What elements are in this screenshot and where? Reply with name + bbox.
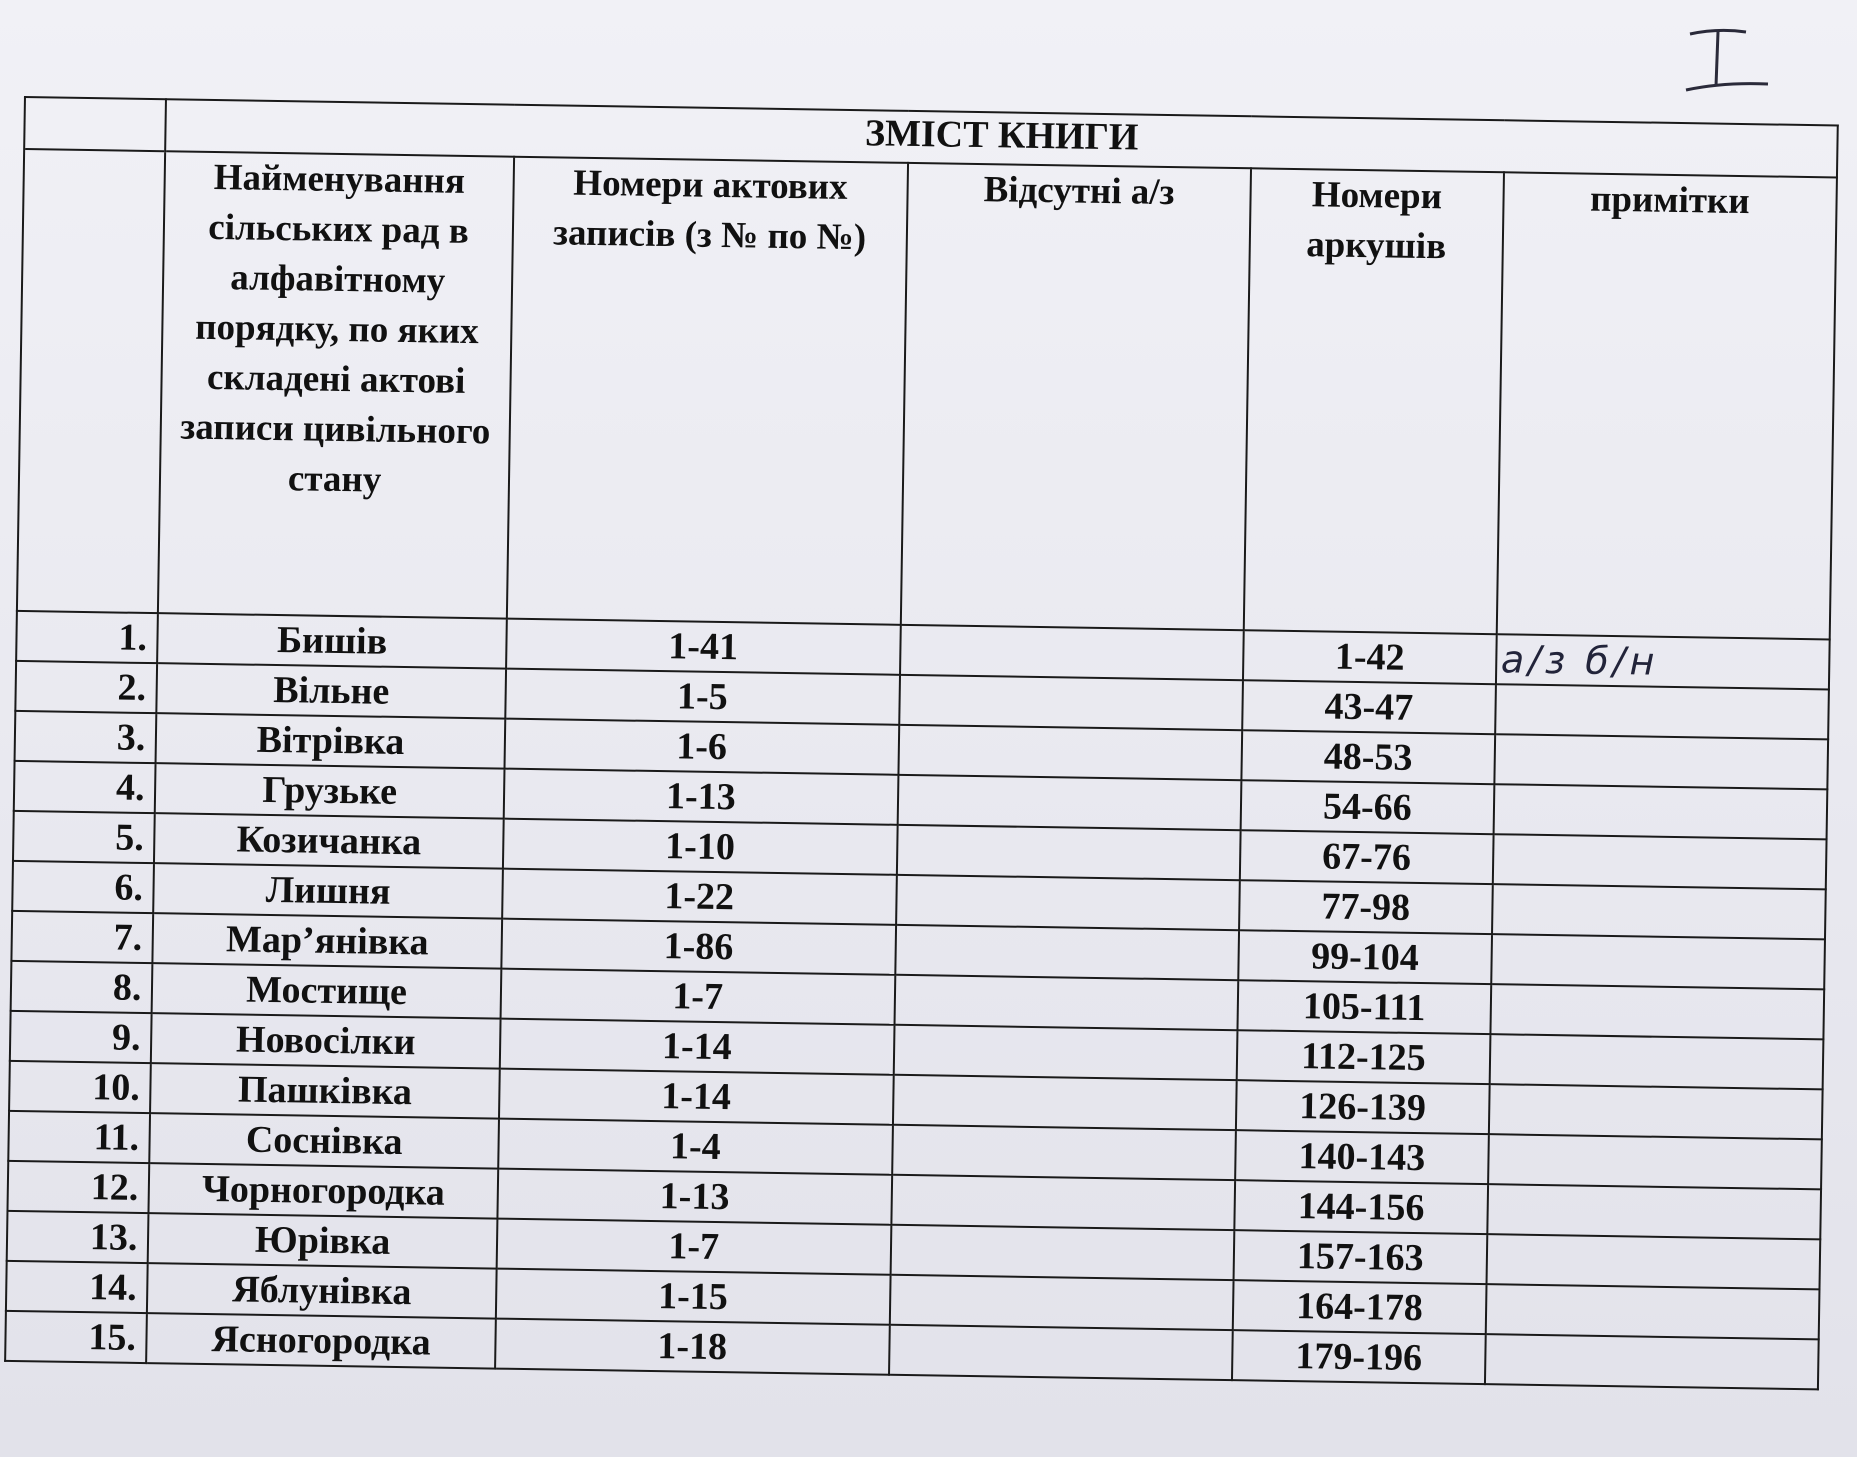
- corner-cell: [24, 97, 166, 151]
- row-number: 15.: [5, 1311, 147, 1363]
- sheet-range: 48-53: [1242, 730, 1495, 784]
- row-note: [1488, 1134, 1822, 1189]
- row-number: 2.: [15, 661, 157, 713]
- village-name: Яблунівка: [147, 1263, 496, 1318]
- missing-records: [890, 1275, 1234, 1330]
- village-name: Чорногородка: [149, 1163, 498, 1218]
- missing-records: [893, 1075, 1237, 1130]
- record-range: 1-41: [506, 619, 901, 675]
- sheet-range: 164-178: [1233, 1280, 1486, 1334]
- row-note: [1491, 934, 1825, 989]
- row-note: [1488, 1084, 1822, 1139]
- record-range: 1-18: [495, 1319, 890, 1375]
- roman-numeral-one-icon: [1668, 20, 1778, 100]
- village-name: Мостище: [152, 963, 501, 1018]
- sheet-range: 179-196: [1232, 1330, 1485, 1384]
- sheet-range: 67-76: [1240, 830, 1493, 884]
- row-note: [1494, 734, 1828, 789]
- row-number: 5.: [13, 811, 155, 863]
- row-number: 9.: [10, 1011, 152, 1063]
- record-range: 1-86: [501, 919, 896, 975]
- village-name: Козичанка: [154, 813, 503, 868]
- sheet-range: 54-66: [1241, 780, 1494, 834]
- record-range: 1-5: [505, 669, 900, 725]
- missing-records: [899, 675, 1243, 730]
- sheet-range: 140-143: [1235, 1130, 1488, 1184]
- row-note: [1495, 684, 1829, 739]
- row-note: [1490, 984, 1824, 1039]
- sheet-range: 105-111: [1238, 980, 1491, 1034]
- row-number: 10.: [9, 1061, 151, 1113]
- village-name: Бишів: [157, 613, 506, 668]
- header-sheets: Номери аркушів: [1244, 168, 1504, 634]
- row-note: а/з б/н: [1496, 634, 1830, 689]
- missing-records: [892, 1125, 1236, 1180]
- row-number: 6.: [12, 861, 154, 913]
- missing-records: [890, 1225, 1234, 1280]
- sheet-range: 1-42: [1243, 630, 1496, 684]
- missing-records: [897, 825, 1241, 880]
- village-name: Грузьке: [155, 763, 504, 818]
- sheet-range: 112-125: [1237, 1030, 1490, 1084]
- row-number: 13.: [7, 1211, 149, 1263]
- row-number: 11.: [8, 1111, 150, 1163]
- row-note: [1492, 834, 1826, 889]
- missing-records: [900, 625, 1244, 680]
- village-name: Вільне: [157, 663, 506, 718]
- sheet-range: 77-98: [1239, 880, 1492, 934]
- village-name: Мар’янівка: [153, 913, 502, 968]
- row-note: [1492, 884, 1826, 939]
- missing-records: [898, 725, 1242, 780]
- record-range: 1-7: [500, 969, 895, 1025]
- missing-records: [893, 1025, 1237, 1080]
- contents-table: [4, 96, 1839, 1390]
- sheet-range: 157-163: [1234, 1230, 1487, 1284]
- header-number: [17, 149, 166, 613]
- header-missing: Відсутні а/з: [901, 163, 1252, 630]
- row-note: [1485, 1334, 1819, 1389]
- village-name: Ясногородка: [147, 1313, 496, 1368]
- contents-sheet: [4, 96, 1854, 1425]
- missing-records: [894, 975, 1238, 1030]
- record-range: 1-22: [502, 869, 897, 925]
- header-name: Найменування сільських рад в алфавітному порядку, по яких складені актові записи цивільного стану: [158, 151, 514, 618]
- table-body: [5, 611, 1830, 1389]
- table-header-row: [17, 149, 1837, 639]
- table-title: ЗМІСТ КНИГИ: [166, 99, 1838, 177]
- missing-records: [896, 875, 1240, 930]
- missing-records: [895, 925, 1239, 980]
- village-name: Соснівка: [150, 1113, 499, 1168]
- row-number: 12.: [7, 1161, 149, 1213]
- village-name: Юрівка: [148, 1213, 497, 1268]
- header-notes: примітки: [1496, 172, 1837, 639]
- row-number: 7.: [11, 911, 153, 963]
- row-number: 3.: [15, 711, 157, 763]
- sheet-range: 144-156: [1234, 1180, 1487, 1234]
- missing-records: [889, 1325, 1233, 1380]
- record-range: 1-10: [503, 819, 898, 875]
- row-number: 1.: [16, 611, 158, 663]
- header-records: Номери актових записів (з № по №): [507, 157, 908, 625]
- village-name: Вітрівка: [156, 713, 505, 768]
- record-range: 1-4: [498, 1119, 893, 1175]
- row-note: [1487, 1184, 1821, 1239]
- sheet-range: 43-47: [1242, 680, 1495, 734]
- record-range: 1-13: [497, 1169, 892, 1225]
- row-note: [1486, 1234, 1820, 1289]
- village-name: Новосілки: [151, 1013, 500, 1068]
- row-note: [1489, 1034, 1823, 1089]
- page-number-mark: [1668, 20, 1778, 100]
- record-range: 1-15: [496, 1269, 891, 1325]
- record-range: 1-6: [504, 719, 899, 775]
- village-name: Лишня: [154, 863, 503, 918]
- missing-records: [897, 775, 1241, 830]
- row-number: 4.: [14, 761, 156, 813]
- row-note: [1485, 1284, 1819, 1339]
- row-number: 14.: [6, 1261, 148, 1313]
- missing-records: [891, 1175, 1235, 1230]
- record-range: 1-14: [500, 1019, 895, 1075]
- sheet-range: 99-104: [1238, 930, 1491, 984]
- row-note: [1493, 784, 1827, 839]
- record-range: 1-7: [496, 1219, 891, 1275]
- sheet-range: 126-139: [1236, 1080, 1489, 1134]
- record-range: 1-13: [504, 769, 899, 825]
- record-range: 1-14: [499, 1069, 894, 1125]
- village-name: Пашківка: [150, 1063, 499, 1118]
- row-number: 8.: [11, 961, 153, 1013]
